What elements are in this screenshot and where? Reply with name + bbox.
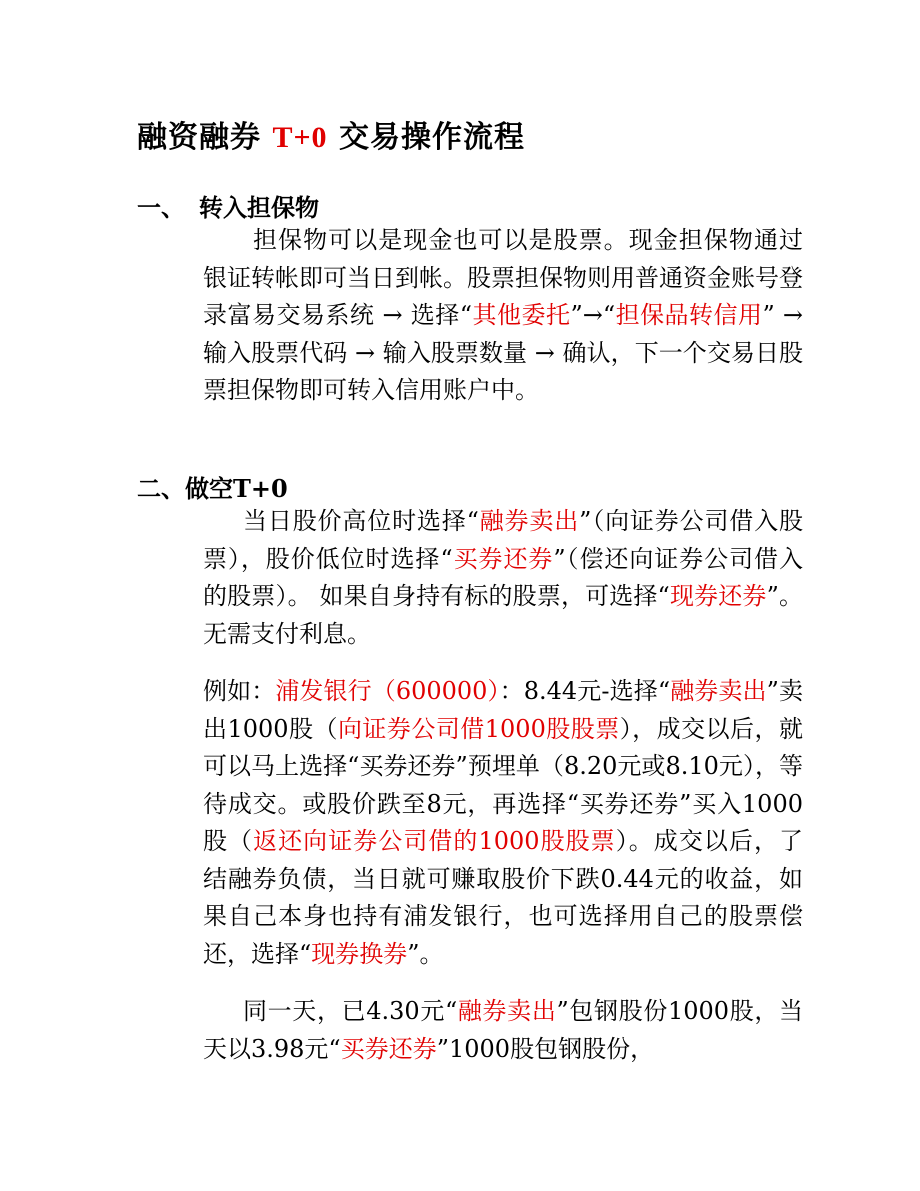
text: ” → 输入股票代码 → 输入股票数量 → 确认，下一个交易日股票担保物即可转入信用账户中。 bbox=[203, 301, 804, 404]
text: ”。无需支付利息。 bbox=[203, 582, 803, 648]
highlight: 融券卖出 bbox=[478, 507, 580, 535]
section-1-title: 转入担保物 bbox=[199, 193, 319, 222]
section-1-heading bbox=[137, 188, 319, 223]
text: ）。成交以后，了结融券负债，当日就可赚取股价下跌0.44元的收益，如果自己本身也持有浦发银行，也可选择用自己的股票偿还，选择“ bbox=[203, 827, 804, 968]
section-2-paragraph-1 bbox=[203, 503, 803, 653]
text: 担保物可以是现金也可以是股票。现金担保物通过银证转帐即可当日到帐。股票担保物则用普通资金账号登录富易交易系统 → 选择“ bbox=[203, 226, 803, 329]
title-highlight: T+0 bbox=[272, 121, 328, 154]
highlight: 融券卖出 bbox=[670, 677, 767, 705]
text: ），成交以后，就可以马上选择“买券还券”预埋单（8.20元或8.10元），等待成交。或股价跌至8元，再选择“买券还券”买入1000股（ bbox=[203, 714, 803, 855]
title-suffix: 交易操作流程 bbox=[327, 120, 526, 155]
text: ”包钢股份1000股，当天以3.98元“ bbox=[203, 997, 803, 1063]
text: ：8.44元-选择“ bbox=[499, 677, 671, 705]
text: ”。 bbox=[407, 939, 444, 968]
section-1-paragraph bbox=[203, 222, 803, 410]
text: ”（向证券公司借入股票），股价低位时选择“ bbox=[203, 507, 803, 573]
text: 例如： bbox=[203, 677, 276, 705]
text: 当日股价高位时选择“ bbox=[243, 507, 479, 535]
highlight-other-order: 其他委托 bbox=[472, 301, 571, 329]
highlight-collateral-transfer: 担保品转信用 bbox=[615, 301, 763, 329]
highlight: 买券还券 bbox=[340, 1034, 437, 1063]
highlight: 返还向证券公司借的1000股股票 bbox=[253, 827, 616, 855]
section-2-heading: 二、做空T+0 bbox=[137, 474, 288, 503]
text: ”卖出1000股（ bbox=[203, 677, 803, 743]
text: ”1000股包钢股份， bbox=[436, 1034, 655, 1063]
highlight: 现券还券 bbox=[669, 582, 767, 610]
highlight: 买券还券 bbox=[452, 544, 554, 573]
section-2-example bbox=[203, 673, 803, 973]
highlight: 现券换券 bbox=[311, 939, 408, 968]
highlight: 融券卖出 bbox=[457, 997, 557, 1025]
section-1-number: 一、 bbox=[137, 193, 185, 222]
text: 同一天，已4.30元“ bbox=[243, 997, 458, 1025]
page-title bbox=[137, 112, 525, 156]
highlight: 向证券公司借1000股股票 bbox=[337, 714, 620, 743]
text: ”（偿还向证券公司借入的股票）。 如果自身持有标的股票，可选择“ bbox=[203, 544, 803, 610]
highlight: 浦发银行（600000） bbox=[275, 677, 500, 705]
title-prefix: 融资融券 bbox=[137, 120, 273, 155]
text: ”→“ bbox=[570, 301, 616, 329]
section-2-paragraph-2 bbox=[203, 993, 803, 1068]
